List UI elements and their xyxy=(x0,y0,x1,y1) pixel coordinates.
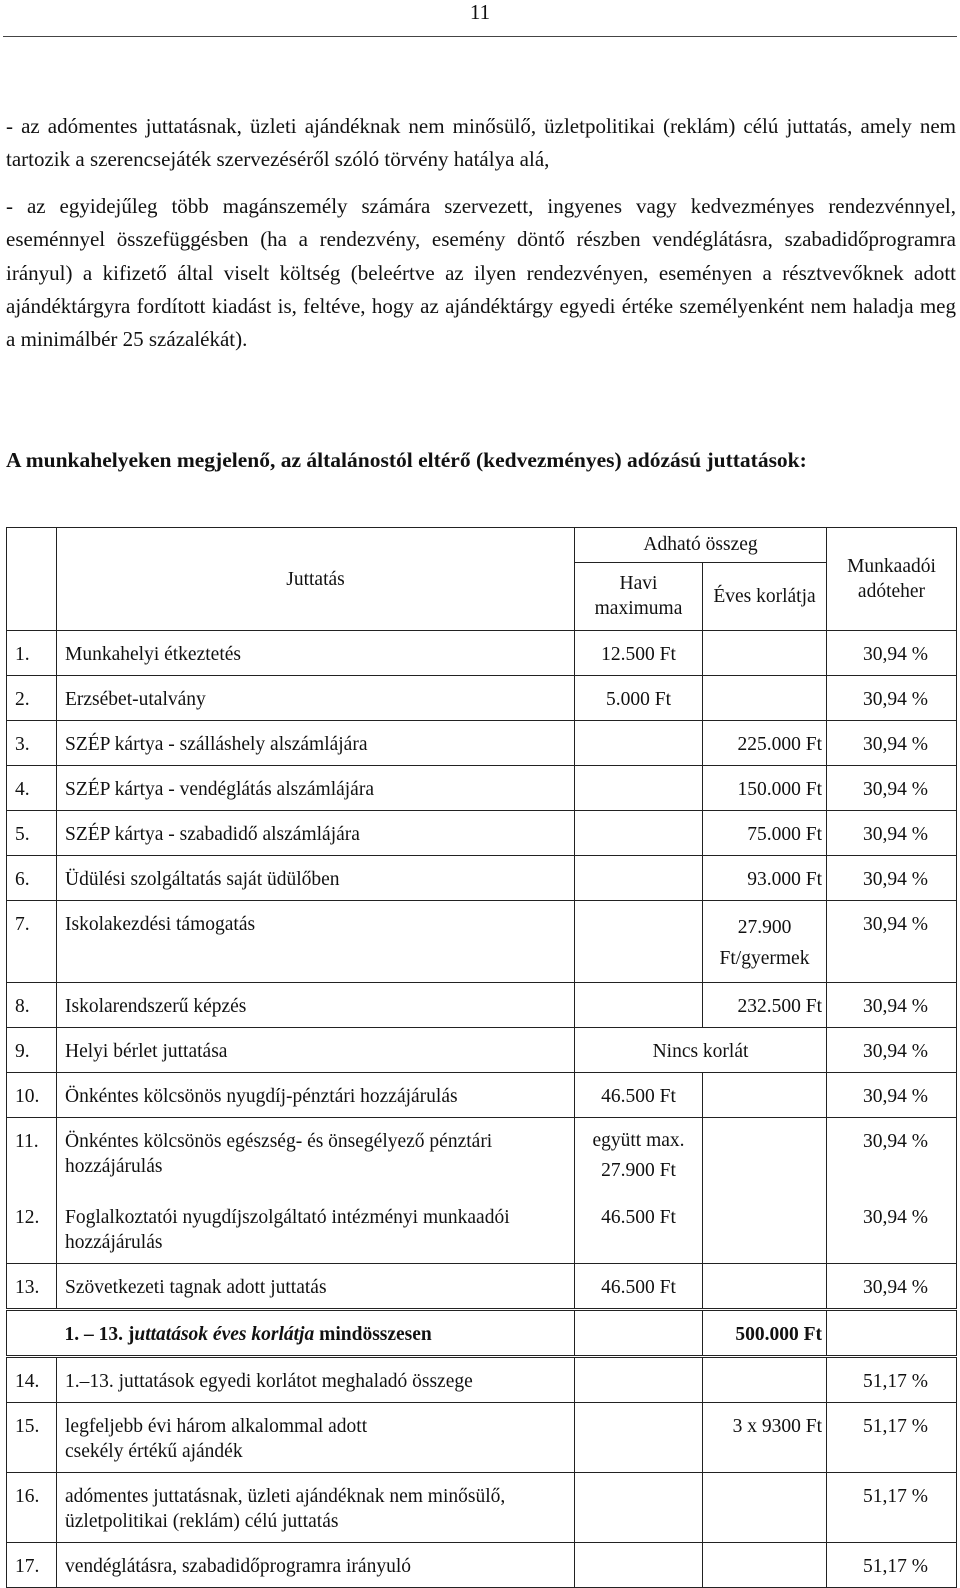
row-monthly: 5.000 Ft xyxy=(575,676,703,721)
row-tax: 30,94 % xyxy=(827,1028,957,1073)
row-tax: 30,94 % xyxy=(827,631,957,676)
row-number: 7. xyxy=(7,901,57,983)
table-row xyxy=(7,1543,957,1588)
row-number: 14. xyxy=(7,1357,57,1403)
total-monthly-cell xyxy=(575,1310,703,1357)
header-number-cell xyxy=(7,528,57,631)
table-row xyxy=(7,1073,957,1118)
table-row xyxy=(7,983,957,1028)
row-yearly: 3 x 9300 Ft xyxy=(703,1403,827,1473)
total-tax-cell xyxy=(827,1310,957,1357)
table-row xyxy=(7,811,957,856)
row-yearly xyxy=(703,1357,827,1403)
total-amount: 500.000 Ft xyxy=(703,1310,827,1357)
row-yearly xyxy=(703,1118,827,1195)
row-number: 6. xyxy=(7,856,57,901)
row-number: 17. xyxy=(7,1543,57,1588)
table-header-row xyxy=(7,528,957,563)
row-yearly: 93.000 Ft xyxy=(703,856,827,901)
row-monthly xyxy=(575,856,703,901)
total-label-part3: mindösszesen xyxy=(314,1324,432,1345)
row-yearly xyxy=(703,1073,827,1118)
table-row xyxy=(7,1028,957,1073)
total-label-part2: uttatások éves korlátja xyxy=(134,1324,315,1345)
total-number-cell xyxy=(7,1310,57,1357)
row-name: Helyi bérlet juttatása xyxy=(57,1028,575,1073)
table-row xyxy=(7,1357,957,1403)
row-monthly xyxy=(575,1357,703,1403)
row-monthly: 46.500 Ft xyxy=(575,1264,703,1310)
row-number: 15. xyxy=(7,1403,57,1473)
row-tax: 30,94 % xyxy=(827,983,957,1028)
row-tax: 30,94 % xyxy=(827,811,957,856)
row-tax: 30,94 % xyxy=(827,766,957,811)
header-yearly: Éves korlátja xyxy=(703,562,827,630)
row-monthly: együtt max. 27.900 Ft xyxy=(575,1118,703,1195)
row-name: Iskolakezdési támogatás xyxy=(57,901,575,983)
total-row xyxy=(7,1310,957,1357)
row-yearly: 150.000 Ft xyxy=(703,766,827,811)
row-tax: 30,94 % xyxy=(827,901,957,983)
total-label xyxy=(57,1310,575,1357)
table-row xyxy=(7,1264,957,1310)
row-monthly xyxy=(575,1543,703,1588)
row-name: Munkahelyi étkeztetés xyxy=(57,631,575,676)
row-yearly: 27.900 Ft/gyermek xyxy=(703,901,827,983)
header-monthly: Havi maximuma xyxy=(575,562,703,630)
row-name: 1.–13. juttatások egyedi korlátot meghaladó összege xyxy=(57,1357,575,1403)
table-row xyxy=(7,1118,957,1195)
row-number: 1. xyxy=(7,631,57,676)
row-tax: 30,94 % xyxy=(827,1264,957,1310)
row-number: 16. xyxy=(7,1473,57,1543)
row-name: vendéglátásra, szabadidőprogramra irányuló xyxy=(57,1543,575,1588)
row-monthly xyxy=(575,1403,703,1473)
row-monthly xyxy=(575,766,703,811)
row-yearly xyxy=(703,1264,827,1310)
row-yearly: 225.000 Ft xyxy=(703,721,827,766)
row-number: 3. xyxy=(7,721,57,766)
table-row xyxy=(7,766,957,811)
table-row xyxy=(7,721,957,766)
section-heading: A munkahelyeken megjelenő, az általánostól eltérő (kedvezményes) adózású juttatások: xyxy=(6,448,807,472)
paragraph-2: - az egyidejűleg több magánszemély számára szervezett, ingyenes vagy kedvezményes rendezvénnyel, eseménnyel összefüggésben (ha a rendezvény, esemény döntő részben vendéglátásra, szabadidőprogramra irányul) a kifizető által viselt költség (beleértve az ilyen rendezvényen, eseményen a résztvevőknek adott ajándéktárgyra fordított kiadást is, feltéve, hogy az ajándéktárgy egyedi értéke személyenként nem haladja meg a minimálbér 25 százalékát). xyxy=(6,194,956,352)
row-number: 11. xyxy=(7,1118,57,1195)
row-yearly xyxy=(703,1543,827,1588)
row-monthly: 46.500 Ft xyxy=(575,1073,703,1118)
header-rule xyxy=(3,36,957,37)
row-monthly xyxy=(575,901,703,983)
row-monthly: 46.500 Ft xyxy=(575,1194,703,1264)
row-number: 10. xyxy=(7,1073,57,1118)
row-number: 13. xyxy=(7,1264,57,1310)
row-yearly: 75.000 Ft xyxy=(703,811,827,856)
row-name: SZÉP kártya - szabadidő alszámlájára xyxy=(57,811,575,856)
table-row xyxy=(7,1473,957,1543)
header-benefit: Juttatás xyxy=(57,528,575,631)
row-yearly xyxy=(703,631,827,676)
page-number: 11 xyxy=(469,0,491,24)
row-tax: 51,17 % xyxy=(827,1543,957,1588)
table-row xyxy=(7,856,957,901)
row-number: 8. xyxy=(7,983,57,1028)
row-yearly xyxy=(703,676,827,721)
row-tax: 30,94 % xyxy=(827,676,957,721)
row-yearly: 232.500 Ft xyxy=(703,983,827,1028)
row-tax: 51,17 % xyxy=(827,1403,957,1473)
row-monthly xyxy=(575,983,703,1028)
row-tax: 51,17 % xyxy=(827,1357,957,1403)
row-name: Iskolarendszerű képzés xyxy=(57,983,575,1028)
total-label-part1: 1. – 13. j xyxy=(64,1324,135,1345)
row-monthly: 12.500 Ft xyxy=(575,631,703,676)
row-name: SZÉP kártya - szálláshely alszámlájára xyxy=(57,721,575,766)
row-tax: 30,94 % xyxy=(827,1118,957,1195)
row-number: 12. xyxy=(7,1194,57,1264)
table-row xyxy=(7,901,957,983)
row-name: adómentes juttatásnak, üzleti ajándéknak nem minősülő, üzletpolitikai (reklám) célú juttatás xyxy=(57,1473,575,1543)
row-tax: 30,94 % xyxy=(827,1073,957,1118)
table-row xyxy=(7,1194,957,1264)
paragraph-1: - az adómentes juttatásnak, üzleti ajándéknak nem minősülő, üzletpolitikai (reklám) célú juttatás, amely nem tartozik a szerencsejáték szervezéséről szóló törvény hatálya alá, xyxy=(6,114,956,172)
benefits-table xyxy=(6,527,957,1588)
row-name: SZÉP kártya - vendéglátás alszámlájára xyxy=(57,766,575,811)
row-tax: 30,94 % xyxy=(827,1194,957,1264)
row-number: 2. xyxy=(7,676,57,721)
row-name: Önkéntes kölcsönös egészség- és önsegélyező pénztári hozzájárulás xyxy=(57,1118,575,1195)
table-row xyxy=(7,676,957,721)
row-name: Üdülési szolgáltatás saját üdülőben xyxy=(57,856,575,901)
row-name: Önkéntes kölcsönös nyugdíj-pénztári hozzájárulás xyxy=(57,1073,575,1118)
row-yearly xyxy=(703,1194,827,1264)
row-amount-merged: Nincs korlát xyxy=(575,1028,827,1073)
table-row xyxy=(7,631,957,676)
row-yearly xyxy=(703,1473,827,1543)
row-number: 4. xyxy=(7,766,57,811)
row-monthly xyxy=(575,811,703,856)
header-tax: Munkaadói adóteher xyxy=(827,528,957,631)
row-tax: 30,94 % xyxy=(827,721,957,766)
row-name: Szövetkezeti tagnak adott juttatás xyxy=(57,1264,575,1310)
row-name: Erzsébet-utalvány xyxy=(57,676,575,721)
row-tax: 30,94 % xyxy=(827,856,957,901)
header-amount: Adható összeg xyxy=(575,528,827,563)
row-number: 5. xyxy=(7,811,57,856)
table-row xyxy=(7,1403,957,1473)
row-number: 9. xyxy=(7,1028,57,1073)
row-name: Foglalkoztatói nyugdíjszolgáltató intézményi munkaadói hozzájárulás xyxy=(57,1194,575,1264)
row-name: legfeljebb évi három alkalommal adott csekély értékű ajándék xyxy=(57,1403,575,1473)
row-monthly xyxy=(575,1473,703,1543)
row-tax: 51,17 % xyxy=(827,1473,957,1543)
row-monthly xyxy=(575,721,703,766)
